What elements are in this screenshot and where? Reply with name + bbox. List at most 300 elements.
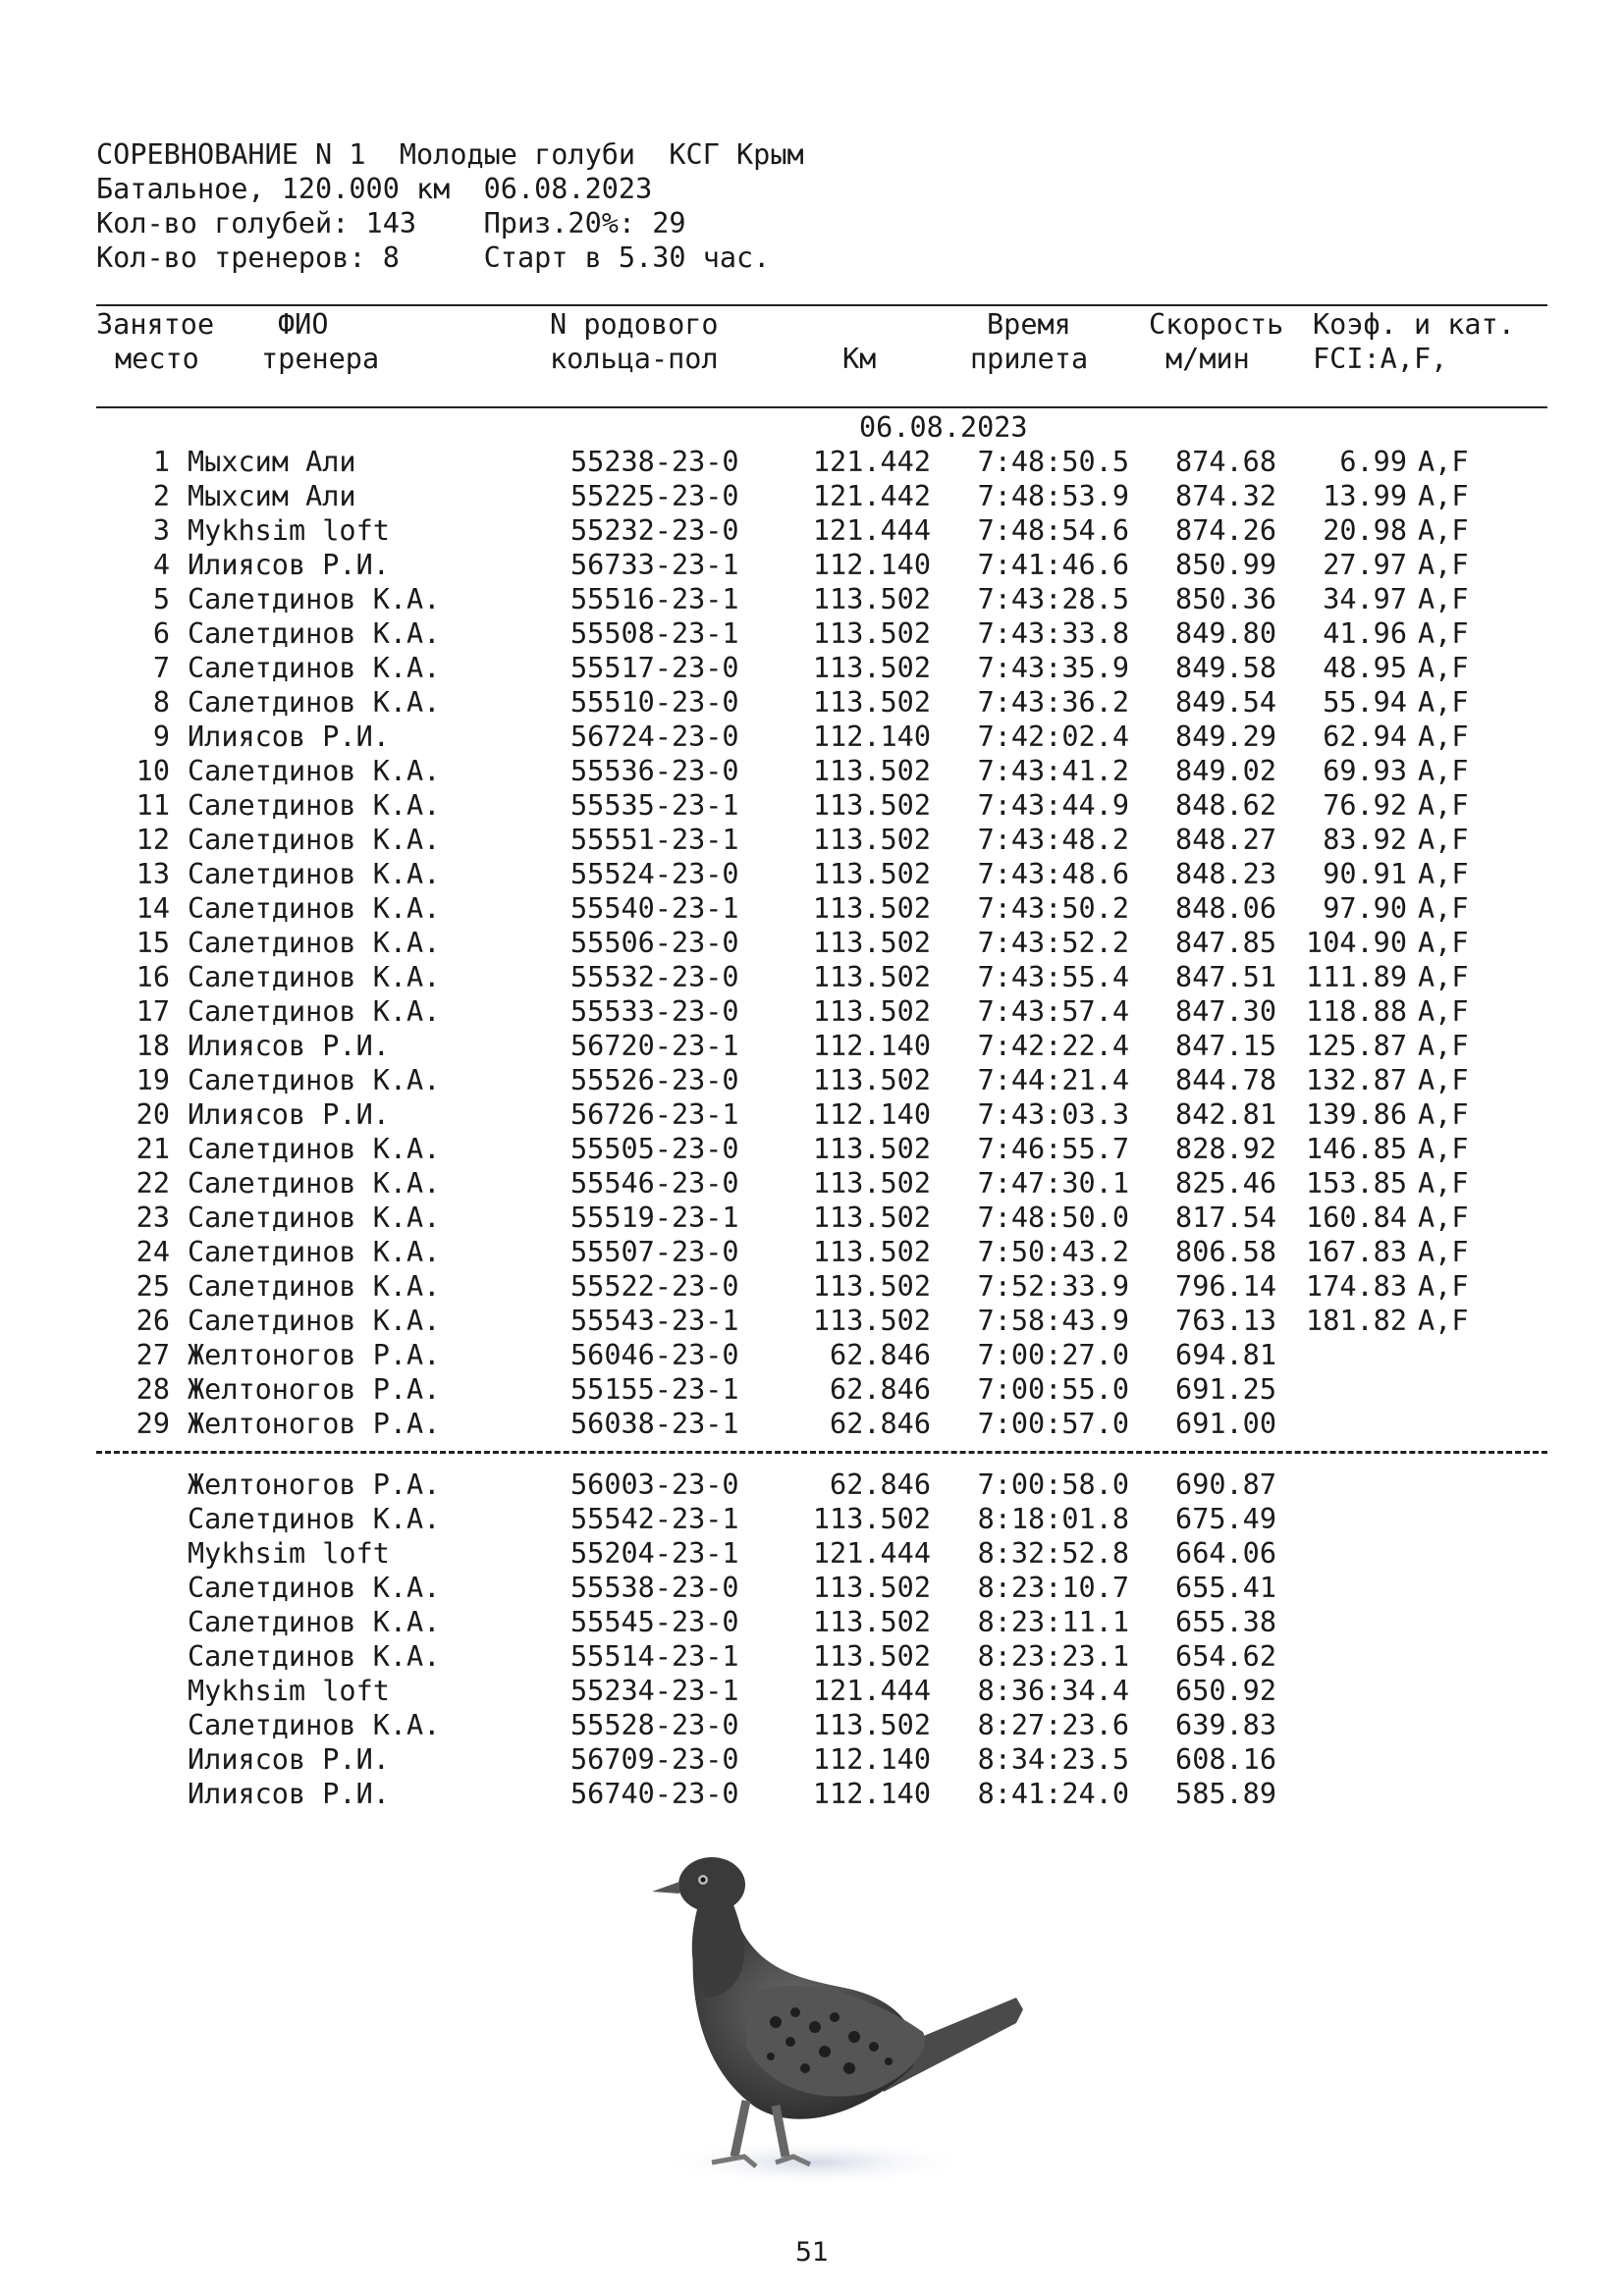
cell-trainer: Салетдинов К.А. bbox=[188, 1133, 441, 1165]
cell-trainer: Салетдинов К.А. bbox=[188, 617, 441, 650]
cell-coef: 139.86 bbox=[1306, 1098, 1407, 1131]
cell-coef: 34.97 bbox=[1323, 583, 1407, 615]
cell-trainer: Салетдинов К.А. bbox=[188, 1167, 441, 1200]
cell-coef: 76.92 bbox=[1323, 789, 1407, 822]
cell-ring: 55524-23-0 bbox=[570, 858, 739, 890]
col-coef-1: Коэф. и кат. bbox=[1313, 308, 1515, 341]
cell-time: 7:00:55.0 bbox=[977, 1373, 1129, 1406]
cell-time: 8:23:23.1 bbox=[977, 1640, 1129, 1673]
cell-category: A,F bbox=[1418, 755, 1469, 787]
cell-time: 7:42:02.4 bbox=[977, 721, 1129, 753]
cell-speed: 806.58 bbox=[1175, 1236, 1276, 1268]
cell-place: 27 bbox=[135, 1339, 170, 1371]
cell-trainer: Салетдинов К.А. bbox=[188, 892, 441, 925]
cell-time: 7:48:50.0 bbox=[977, 1201, 1129, 1234]
cell-time: 7:48:53.9 bbox=[977, 480, 1129, 512]
cell-time: 8:23:11.1 bbox=[977, 1606, 1129, 1638]
cell-place: 2 bbox=[152, 480, 170, 512]
cell-speed: 655.41 bbox=[1175, 1572, 1276, 1604]
cell-ring: 55514-23-1 bbox=[570, 1640, 739, 1673]
cell-trainer: Mykhsim loft bbox=[188, 514, 390, 547]
cell-time: 7:58:43.9 bbox=[977, 1305, 1129, 1337]
cell-time: 7:43:55.4 bbox=[977, 961, 1129, 993]
cell-speed: 655.38 bbox=[1175, 1606, 1276, 1638]
table-row bbox=[0, 1674, 1624, 1708]
cell-km: 113.502 bbox=[812, 858, 931, 890]
cell-km: 113.502 bbox=[812, 1606, 931, 1638]
cell-ring: 56740-23-0 bbox=[570, 1778, 739, 1810]
cell-ring: 56720-23-1 bbox=[570, 1030, 739, 1062]
cell-km: 113.502 bbox=[812, 1640, 931, 1673]
race-date: 06.08.2023 bbox=[859, 411, 1028, 444]
cell-coef: 48.95 bbox=[1323, 652, 1407, 684]
table-row bbox=[0, 1166, 1624, 1201]
cell-trainer: Мыхсим Али bbox=[188, 480, 356, 512]
col-km: Км bbox=[842, 343, 877, 375]
cell-ring: 55506-23-0 bbox=[570, 927, 739, 959]
cell-ring: 55204-23-1 bbox=[570, 1537, 739, 1570]
cell-speed: 796.14 bbox=[1175, 1270, 1276, 1303]
race-location-date: Батальное, 120.000 км 06.08.2023 bbox=[96, 173, 653, 205]
cell-speed: 691.25 bbox=[1175, 1373, 1276, 1406]
cell-category: A,F bbox=[1418, 652, 1469, 684]
cell-km: 113.502 bbox=[812, 1270, 931, 1303]
cell-speed: 847.15 bbox=[1175, 1030, 1276, 1062]
table-row bbox=[0, 1639, 1624, 1674]
cell-km: 113.502 bbox=[812, 1572, 931, 1604]
cell-ring: 55538-23-0 bbox=[570, 1572, 739, 1604]
cell-ring: 55510-23-0 bbox=[570, 686, 739, 719]
cell-place: 24 bbox=[135, 1236, 170, 1268]
cell-ring: 55232-23-0 bbox=[570, 514, 739, 547]
table-row bbox=[0, 720, 1624, 754]
table-row bbox=[0, 582, 1624, 616]
table-row bbox=[0, 616, 1624, 651]
table-row bbox=[0, 1269, 1624, 1304]
cell-time: 8:36:34.4 bbox=[977, 1675, 1129, 1707]
page-number: 51 bbox=[794, 2237, 830, 2268]
cell-category: A,F bbox=[1418, 927, 1469, 959]
cell-time: 7:43:36.2 bbox=[977, 686, 1129, 719]
cell-trainer: Mykhsim loft bbox=[188, 1537, 390, 1570]
cell-speed: 654.62 bbox=[1175, 1640, 1276, 1673]
cell-speed: 694.81 bbox=[1175, 1339, 1276, 1371]
cell-category: A,F bbox=[1418, 858, 1469, 890]
cell-trainer: Салетдинов К.А. bbox=[188, 858, 441, 890]
cell-place: 17 bbox=[135, 995, 170, 1028]
cell-category: A,F bbox=[1418, 892, 1469, 925]
cell-place: 19 bbox=[135, 1064, 170, 1096]
cell-speed: 817.54 bbox=[1175, 1201, 1276, 1234]
col-speed-2: м/мин bbox=[1165, 343, 1250, 375]
cell-speed: 585.89 bbox=[1175, 1778, 1276, 1810]
table-row bbox=[0, 1742, 1624, 1777]
cell-coef: 125.87 bbox=[1306, 1030, 1407, 1062]
cell-trainer: Илиясов Р.И. bbox=[188, 721, 390, 753]
cell-speed: 848.06 bbox=[1175, 892, 1276, 925]
cell-ring: 56003-23-0 bbox=[570, 1468, 739, 1501]
cell-time: 7:43:44.9 bbox=[977, 789, 1129, 822]
cell-speed: 849.54 bbox=[1175, 686, 1276, 719]
cell-category: A,F bbox=[1418, 549, 1469, 581]
cell-category: A,F bbox=[1418, 721, 1469, 753]
table-row bbox=[0, 1235, 1624, 1269]
cell-speed: 848.62 bbox=[1175, 789, 1276, 822]
cell-km: 112.140 bbox=[812, 1778, 931, 1810]
table-row bbox=[0, 651, 1624, 685]
cell-ring: 55522-23-0 bbox=[570, 1270, 739, 1303]
table-row bbox=[0, 891, 1624, 926]
cell-time: 7:43:48.2 bbox=[977, 824, 1129, 856]
cell-speed: 847.85 bbox=[1175, 927, 1276, 959]
table-row bbox=[0, 513, 1624, 548]
cell-time: 8:32:52.8 bbox=[977, 1537, 1129, 1570]
table-row bbox=[0, 960, 1624, 994]
col-coef-2: FCI:A,F, bbox=[1313, 343, 1448, 375]
cell-ring: 55507-23-0 bbox=[570, 1236, 739, 1268]
cell-place: 11 bbox=[135, 789, 170, 822]
cell-trainer: Салетдинов К.А. bbox=[188, 1064, 441, 1096]
cell-category: A,F bbox=[1418, 514, 1469, 547]
cell-ring: 55546-23-0 bbox=[570, 1167, 739, 1200]
cell-coef: 13.99 bbox=[1323, 480, 1407, 512]
table-row bbox=[0, 857, 1624, 891]
cell-km: 121.444 bbox=[812, 1537, 931, 1570]
cell-coef: 146.85 bbox=[1306, 1133, 1407, 1165]
cell-coef: 90.91 bbox=[1323, 858, 1407, 890]
cell-trainer: Салетдинов К.А. bbox=[188, 995, 441, 1028]
cell-time: 7:42:22.4 bbox=[977, 1030, 1129, 1062]
cell-km: 121.444 bbox=[812, 1675, 931, 1707]
cell-time: 8:23:10.7 bbox=[977, 1572, 1129, 1604]
table-row bbox=[0, 1029, 1624, 1063]
cell-km: 113.502 bbox=[812, 1503, 931, 1535]
cell-km: 112.140 bbox=[812, 721, 931, 753]
cell-coef: 83.92 bbox=[1323, 824, 1407, 856]
cell-km: 113.502 bbox=[812, 1305, 931, 1337]
cell-time: 8:27:23.6 bbox=[977, 1709, 1129, 1741]
cell-place: 23 bbox=[135, 1201, 170, 1234]
table-row bbox=[0, 754, 1624, 788]
col-speed-1: Скорость bbox=[1149, 308, 1284, 341]
cell-time: 7:43:35.9 bbox=[977, 652, 1129, 684]
header-bottom-rule bbox=[96, 406, 1547, 408]
cell-coef: 20.98 bbox=[1323, 514, 1407, 547]
cell-km: 62.846 bbox=[830, 1408, 931, 1440]
table-row bbox=[0, 548, 1624, 582]
cell-trainer: Салетдинов К.А. bbox=[188, 1305, 441, 1337]
col-place-2: место bbox=[115, 343, 199, 375]
cell-coef: 62.94 bbox=[1323, 721, 1407, 753]
cell-speed: 675.49 bbox=[1175, 1503, 1276, 1535]
cell-place: 9 bbox=[152, 721, 170, 753]
table-row bbox=[0, 823, 1624, 857]
cell-category: A,F bbox=[1418, 686, 1469, 719]
cell-speed: 690.87 bbox=[1175, 1468, 1276, 1501]
cell-place: 14 bbox=[135, 892, 170, 925]
table-row bbox=[0, 788, 1624, 823]
cell-time: 7:00:58.0 bbox=[977, 1468, 1129, 1501]
cell-trainer: Мыхсим Али bbox=[188, 446, 356, 478]
cell-place: 5 bbox=[152, 583, 170, 615]
table-row bbox=[0, 1304, 1624, 1338]
cell-ring: 55225-23-0 bbox=[570, 480, 739, 512]
cell-ring: 55519-23-1 bbox=[570, 1201, 739, 1234]
cell-category: A,F bbox=[1418, 446, 1469, 478]
cell-trainer: Салетдинов К.А. bbox=[188, 1572, 441, 1604]
cell-place: 13 bbox=[135, 858, 170, 890]
cell-trainer: Салетдинов К.А. bbox=[188, 1236, 441, 1268]
cell-category: A,F bbox=[1418, 583, 1469, 615]
cell-km: 113.502 bbox=[812, 961, 931, 993]
cell-trainer: Желтоногов Р.А. bbox=[188, 1408, 441, 1440]
cell-category: A,F bbox=[1418, 1098, 1469, 1131]
table-row bbox=[0, 1536, 1624, 1571]
cell-time: 7:43:03.3 bbox=[977, 1098, 1129, 1131]
cell-speed: 608.16 bbox=[1175, 1743, 1276, 1776]
cell-km: 113.502 bbox=[812, 617, 931, 650]
cell-place: 4 bbox=[152, 549, 170, 581]
cell-speed: 828.92 bbox=[1175, 1133, 1276, 1165]
cell-trainer: Салетдинов К.А. bbox=[188, 1270, 441, 1303]
cell-speed: 639.83 bbox=[1175, 1709, 1276, 1741]
cell-speed: 849.02 bbox=[1175, 755, 1276, 787]
cell-ring: 55545-23-0 bbox=[570, 1606, 739, 1638]
cell-category: A,F bbox=[1418, 995, 1469, 1028]
cell-coef: 153.85 bbox=[1306, 1167, 1407, 1200]
cell-place: 8 bbox=[152, 686, 170, 719]
cell-trainer: Салетдинов К.А. bbox=[188, 755, 441, 787]
pigeon-count: Кол-во голубей: 143 Приз.20%: 29 bbox=[96, 207, 686, 240]
cell-ring: 56733-23-1 bbox=[570, 549, 739, 581]
cell-ring: 55238-23-0 bbox=[570, 446, 739, 478]
cell-speed: 874.32 bbox=[1175, 480, 1276, 512]
cell-km: 113.502 bbox=[812, 1236, 931, 1268]
cell-km: 62.846 bbox=[830, 1468, 931, 1501]
cell-trainer: Салетдинов К.А. bbox=[188, 1640, 441, 1673]
cell-ring: 56046-23-0 bbox=[570, 1339, 739, 1371]
col-time-1: Время bbox=[987, 308, 1071, 341]
cell-time: 7:50:43.2 bbox=[977, 1236, 1129, 1268]
cell-trainer: Салетдинов К.А. bbox=[188, 1606, 441, 1638]
cell-ring: 55234-23-1 bbox=[570, 1675, 739, 1707]
cell-coef: 174.83 bbox=[1306, 1270, 1407, 1303]
cell-ring: 56709-23-0 bbox=[570, 1743, 739, 1776]
cell-ring: 55540-23-1 bbox=[570, 892, 739, 925]
cell-speed: 650.92 bbox=[1175, 1675, 1276, 1707]
cell-trainer: Желтоногов Р.А. bbox=[188, 1339, 441, 1371]
cell-km: 112.140 bbox=[812, 1098, 931, 1131]
table-row bbox=[0, 1338, 1624, 1372]
cell-speed: 763.13 bbox=[1175, 1305, 1276, 1337]
cell-coef: 55.94 bbox=[1323, 686, 1407, 719]
cell-km: 113.502 bbox=[812, 1133, 931, 1165]
cell-time: 7:48:54.6 bbox=[977, 514, 1129, 547]
cell-km: 113.502 bbox=[812, 824, 931, 856]
cell-place: 29 bbox=[135, 1408, 170, 1440]
cell-km: 121.444 bbox=[812, 514, 931, 547]
cell-trainer: Илиясов Р.И. bbox=[188, 1778, 390, 1810]
cell-coef: 160.84 bbox=[1306, 1201, 1407, 1234]
cell-time: 7:00:27.0 bbox=[977, 1339, 1129, 1371]
cell-ring: 55528-23-0 bbox=[570, 1709, 739, 1741]
cell-place: 25 bbox=[135, 1270, 170, 1303]
cell-km: 112.140 bbox=[812, 1743, 931, 1776]
cell-time: 7:47:30.1 bbox=[977, 1167, 1129, 1200]
cell-coef: 167.83 bbox=[1306, 1236, 1407, 1268]
cell-category: A,F bbox=[1418, 1236, 1469, 1268]
cell-ring: 55526-23-0 bbox=[570, 1064, 739, 1096]
cell-coef: 132.87 bbox=[1306, 1064, 1407, 1096]
cell-trainer: Салетдинов К.А. bbox=[188, 583, 441, 615]
table-row bbox=[0, 1201, 1624, 1235]
cell-category: A,F bbox=[1418, 1305, 1469, 1337]
cell-ring: 55516-23-1 bbox=[570, 583, 739, 615]
cell-km: 113.502 bbox=[812, 789, 931, 822]
cell-trainer: Салетдинов К.А. bbox=[188, 686, 441, 719]
cell-place: 26 bbox=[135, 1305, 170, 1337]
cell-category: A,F bbox=[1418, 1270, 1469, 1303]
cell-km: 113.502 bbox=[812, 686, 931, 719]
cell-coef: 118.88 bbox=[1306, 995, 1407, 1028]
cell-time: 7:43:50.2 bbox=[977, 892, 1129, 925]
cell-km: 62.846 bbox=[830, 1373, 931, 1406]
cell-ring: 56726-23-1 bbox=[570, 1098, 739, 1131]
table-row bbox=[0, 479, 1624, 513]
cell-trainer: Салетдинов К.А. bbox=[188, 1503, 441, 1535]
cell-time: 7:00:57.0 bbox=[977, 1408, 1129, 1440]
table-row bbox=[0, 1097, 1624, 1132]
cell-time: 7:48:50.5 bbox=[977, 446, 1129, 478]
table-row bbox=[0, 1605, 1624, 1639]
cell-trainer: Салетдинов К.А. bbox=[188, 789, 441, 822]
table-row bbox=[0, 1063, 1624, 1097]
cell-category: A,F bbox=[1418, 1030, 1469, 1062]
cell-place: 20 bbox=[135, 1098, 170, 1131]
cell-ring: 55542-23-1 bbox=[570, 1503, 739, 1535]
prize-cutoff-line bbox=[96, 1451, 1547, 1454]
cell-speed: 874.68 bbox=[1175, 446, 1276, 478]
cell-time: 7:46:55.7 bbox=[977, 1133, 1129, 1165]
cell-place: 1 bbox=[152, 446, 170, 478]
cell-trainer: Салетдинов К.А. bbox=[188, 652, 441, 684]
cell-speed: 664.06 bbox=[1175, 1537, 1276, 1570]
table-row bbox=[0, 1708, 1624, 1742]
cell-km: 113.502 bbox=[812, 927, 931, 959]
cell-place: 3 bbox=[152, 514, 170, 547]
cell-coef: 111.89 bbox=[1306, 961, 1407, 993]
cell-coef: 104.90 bbox=[1306, 927, 1407, 959]
cell-speed: 847.51 bbox=[1175, 961, 1276, 993]
cell-place: 12 bbox=[135, 824, 170, 856]
cell-category: A,F bbox=[1418, 961, 1469, 993]
col-place-1: Занятое bbox=[96, 308, 215, 341]
cell-trainer: Mykhsim loft bbox=[188, 1675, 390, 1707]
cell-speed: 849.29 bbox=[1175, 721, 1276, 753]
cell-category: A,F bbox=[1418, 824, 1469, 856]
cell-trainer: Илиясов Р.И. bbox=[188, 1743, 390, 1776]
cell-ring: 55505-23-0 bbox=[570, 1133, 739, 1165]
cell-category: A,F bbox=[1418, 617, 1469, 650]
cell-time: 7:43:28.5 bbox=[977, 583, 1129, 615]
cell-category: A,F bbox=[1418, 1167, 1469, 1200]
cell-place: 28 bbox=[135, 1373, 170, 1406]
cell-category: A,F bbox=[1418, 1133, 1469, 1165]
cell-ring: 56038-23-1 bbox=[570, 1408, 739, 1440]
cell-km: 113.502 bbox=[812, 892, 931, 925]
cell-km: 113.502 bbox=[812, 652, 931, 684]
cell-trainer: Салетдинов К.А. bbox=[188, 927, 441, 959]
col-time-2: прилета bbox=[970, 343, 1089, 375]
cell-speed: 848.27 bbox=[1175, 824, 1276, 856]
cell-time: 8:34:23.5 bbox=[977, 1743, 1129, 1776]
cell-speed: 825.46 bbox=[1175, 1167, 1276, 1200]
cell-ring: 55532-23-0 bbox=[570, 961, 739, 993]
cell-km: 112.140 bbox=[812, 549, 931, 581]
cell-place: 18 bbox=[135, 1030, 170, 1062]
cell-km: 112.140 bbox=[812, 1030, 931, 1062]
cell-ring: 55536-23-0 bbox=[570, 755, 739, 787]
cell-trainer: Илиясов Р.И. bbox=[188, 1030, 390, 1062]
cell-place: 21 bbox=[135, 1133, 170, 1165]
cell-speed: 874.26 bbox=[1175, 514, 1276, 547]
col-name-2: тренера bbox=[261, 343, 380, 375]
cell-time: 7:43:41.2 bbox=[977, 755, 1129, 787]
cell-km: 121.442 bbox=[812, 480, 931, 512]
cell-speed: 847.30 bbox=[1175, 995, 1276, 1028]
table-row bbox=[0, 1407, 1624, 1441]
col-ring-2: кольца-пол bbox=[550, 343, 719, 375]
cell-km: 113.502 bbox=[812, 755, 931, 787]
cell-coef: 27.97 bbox=[1323, 549, 1407, 581]
cell-trainer: Илиясов Р.И. bbox=[188, 549, 390, 581]
cell-speed: 848.23 bbox=[1175, 858, 1276, 890]
cell-place: 15 bbox=[135, 927, 170, 959]
cell-place: 10 bbox=[135, 755, 170, 787]
cell-coef: 69.93 bbox=[1323, 755, 1407, 787]
table-row bbox=[0, 445, 1624, 479]
cell-time: 7:44:21.4 bbox=[977, 1064, 1129, 1096]
cell-ring: 55551-23-1 bbox=[570, 824, 739, 856]
col-ring-1: N родового bbox=[550, 308, 719, 341]
pigeon-illustration bbox=[628, 1850, 1041, 2189]
cell-category: A,F bbox=[1418, 480, 1469, 512]
cell-coef: 181.82 bbox=[1306, 1305, 1407, 1337]
table-row bbox=[0, 1372, 1624, 1407]
cell-speed: 842.81 bbox=[1175, 1098, 1276, 1131]
competition-title: СОРЕВНОВАНИЕ N 1 Молодые голуби КСГ Крым bbox=[96, 138, 804, 171]
cell-speed: 849.80 bbox=[1175, 617, 1276, 650]
cell-ring: 55535-23-1 bbox=[570, 789, 739, 822]
cell-coef: 6.99 bbox=[1339, 446, 1407, 478]
cell-coef: 41.96 bbox=[1323, 617, 1407, 650]
cell-place: 7 bbox=[152, 652, 170, 684]
cell-km: 113.502 bbox=[812, 1064, 931, 1096]
cell-time: 7:41:46.6 bbox=[977, 549, 1129, 581]
cell-trainer: Салетдинов К.А. bbox=[188, 961, 441, 993]
cell-category: A,F bbox=[1418, 1201, 1469, 1234]
cell-ring: 56724-23-0 bbox=[570, 721, 739, 753]
cell-category: A,F bbox=[1418, 1064, 1469, 1096]
cell-category: A,F bbox=[1418, 789, 1469, 822]
cell-ring: 55517-23-0 bbox=[570, 652, 739, 684]
cell-trainer: Салетдинов К.А. bbox=[188, 1709, 441, 1741]
cell-trainer: Желтоногов Р.А. bbox=[188, 1373, 441, 1406]
cell-km: 113.502 bbox=[812, 583, 931, 615]
table-row bbox=[0, 1571, 1624, 1605]
cell-time: 7:43:33.8 bbox=[977, 617, 1129, 650]
cell-time: 7:43:57.4 bbox=[977, 995, 1129, 1028]
